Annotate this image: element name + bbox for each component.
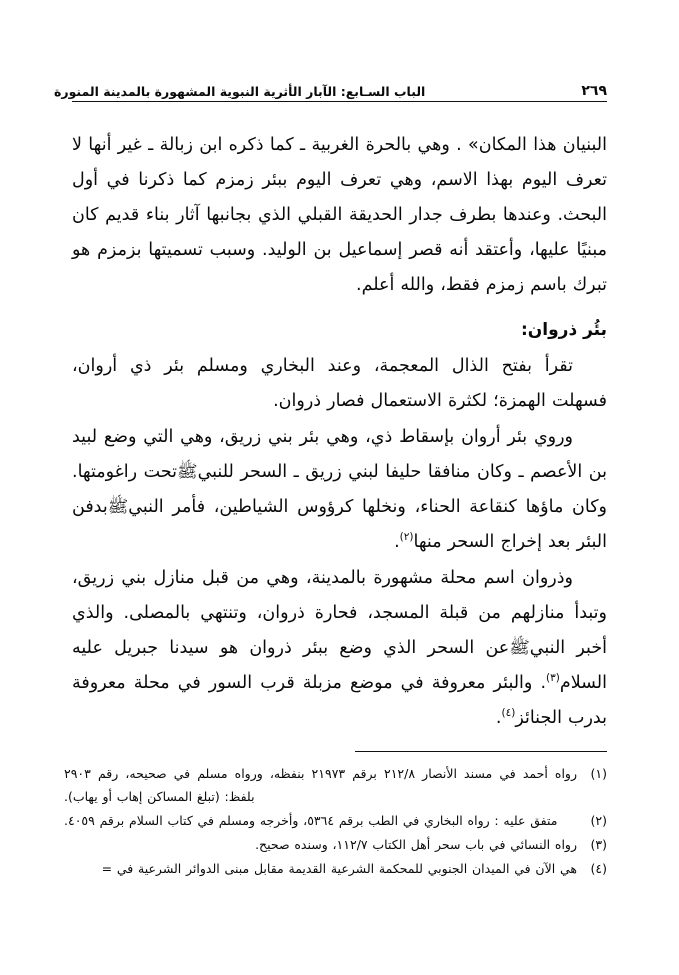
running-head — [54, 72, 607, 99]
footnote-number: (٤) — [590, 861, 607, 876]
paragraph-4 — [72, 561, 607, 736]
paragraph-3 — [72, 420, 607, 560]
paragraph-3-text-a: وروي بئر أروان بإسقاط ذي، وهي بئر بني زريق، وهي التي وضع لبيد بن الأعصم ـ وكان منافقا حليفا لبني زريق ـ السحر للنبي — [72, 427, 607, 482]
paragraph-2 — [72, 349, 607, 419]
footnote-ref-4[interactable]: (٤) — [501, 707, 516, 720]
paragraph-1-text: البنيان هذا المكان» . وهي بالحرة الغربية ـ كما ذكره ابن زبالة ـ غير أنها لا تعرف اليوم بهذا الاسم، وهي تعرف اليوم ببئر زمزم كما ذكرنا في أول البحث. وعندها بطرف جدار الحديقة القبلي الذي بجانبها آثار بناء قديم كان مبنيًا عليها، وأعتقد أنه قصر إسماعيل بن الوليد. وسبب تسميتها بزمزم هو تبرك باسم زمزم فقط، والله أعلم. — [72, 135, 607, 295]
footnote-ref-2[interactable]: (٢) — [399, 531, 414, 544]
footnote-divider — [355, 751, 607, 752]
section-heading-bir-dharwan: بئُر ذروان: — [520, 320, 607, 340]
footnote-text: متفق عليه : رواه البخاري في الطب برقم ٥٣٦٤، وأخرجه ومسلم في كتاب السلام برقم ٤٠٥٩. — [64, 813, 558, 828]
paragraph-4-period: . — [495, 708, 502, 728]
footnote-item — [64, 762, 607, 808]
page-number: ٢٦٩ — [581, 83, 607, 99]
sallallahu-alayhi-wasallam-icon: ﷺ — [177, 462, 198, 482]
footnote-number: (١) — [590, 766, 607, 781]
paragraph-4-text-c: . والبئر معروفة في موضع مزبلة قرب السور في محلة معروفة بدرب الجنائز — [72, 673, 607, 728]
footnote-item — [64, 857, 607, 880]
footnote-item — [64, 809, 607, 832]
paragraph-4-text-b: عن السحر الذي وضع ببئر ذروان هو سيدنا جبريل عليه السلام — [72, 638, 607, 693]
paragraph-2-text: تقرأ بفتح الذال المعجمة، وعند البخاري ومسلم بئر ذي أروان، فسهلت الهمزة؛ لكثرة الاستعمال فصار ذروان. — [72, 356, 607, 411]
footnote-ref-3[interactable]: (٣) — [546, 672, 560, 685]
footnote-number: (٢) — [590, 813, 607, 828]
footnotes-block — [64, 762, 607, 881]
footnote-text: رواه النسائي في باب سحر أهل الكتاب ١١٢/٧، وسنده صحيح. — [255, 837, 577, 852]
paragraph-3-text-c: بدفن البئر بعد إخراج السحر منها — [72, 497, 607, 552]
sallallahu-alayhi-wasallam-icon: ﷺ — [509, 638, 530, 658]
header-divider — [72, 101, 607, 102]
paragraph-continuation — [72, 128, 607, 303]
paragraph-3-text-b: تحت راغومتها. وكان ماؤها كنقاعة الحناء، ونخلها كرؤوس الشياطين، فأمر النبي — [72, 462, 607, 517]
paragraph-4-text-a: وذروان اسم محلة مشهورة بالمدينة، وهي من قبل منازل بني زريق، وتبدأ منازلهم من قبلة المسجد، فحارة ذروان، وتنتهي بالمصلى. والذي أخبر النبي — [72, 568, 607, 658]
footnote-text: هي الآن في الميدان الجنوبي للمحكمة الشرعية القديمة مقابل مبنى الدوائر الشرعية في = — [101, 861, 577, 876]
sallallahu-alayhi-wasallam-icon: ﷺ — [107, 497, 129, 517]
footnote-number: (٣) — [590, 837, 607, 852]
running-head-title: الباب السـابع: الآبار الأثرية النبوية المشهورة بالمدينة المنورة — [54, 83, 426, 99]
footnote-item — [64, 833, 607, 856]
footnote-text: رواه أحمد في مسند الأنصار ٢١٢/٨ برقم ٢١٩٧٣ بنفظه، ورواه مسلم في صحيحه، رقم ٢٩٠٣ بلفظ: (تبلغ المساكن إهاب أو يهاب). — [64, 766, 577, 804]
paragraph-3-period: . — [394, 532, 400, 552]
body-text-column — [72, 128, 607, 736]
